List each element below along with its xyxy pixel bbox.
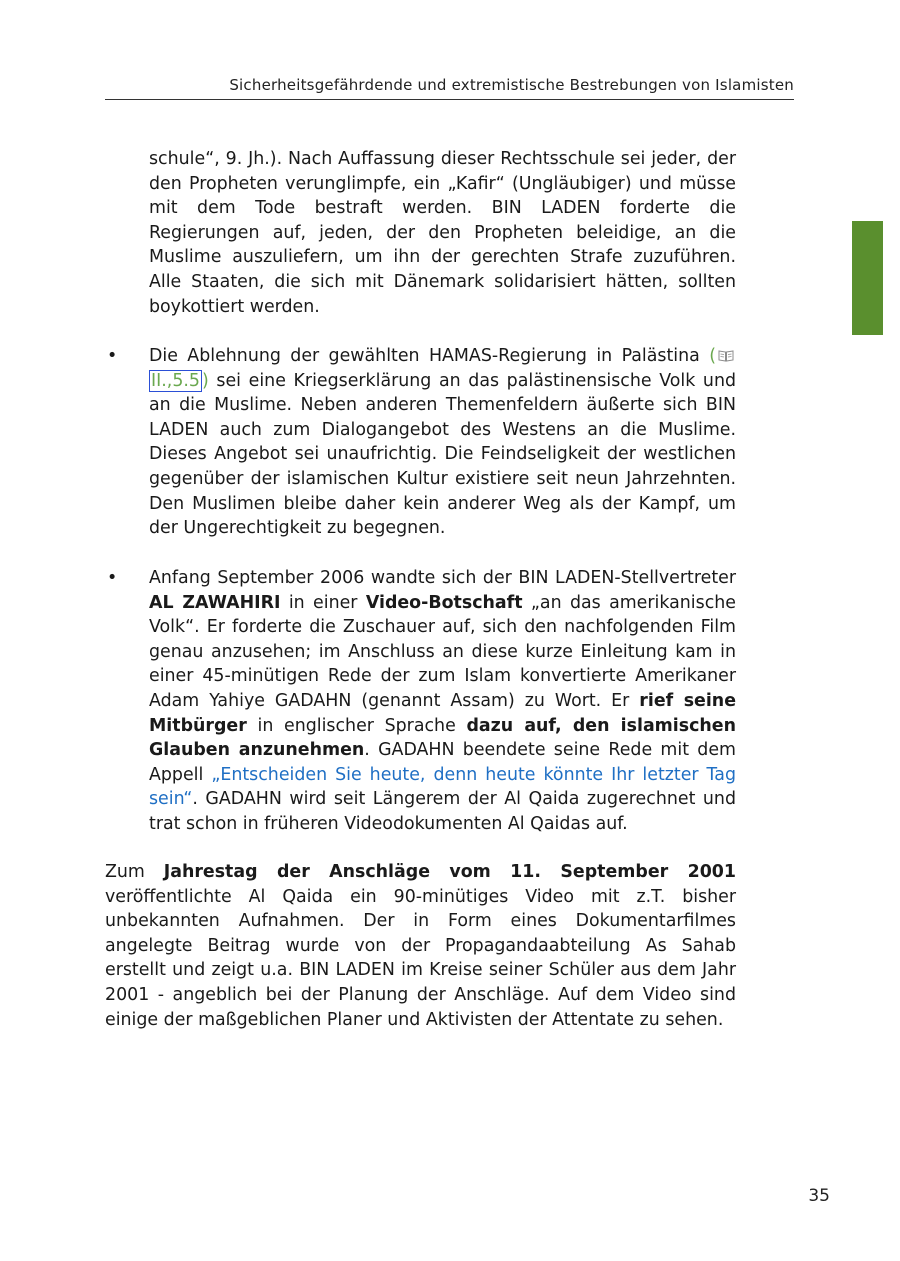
bullet-text: in englischer Sprache [246,715,467,736]
bold-term: Video-Botschaft [365,592,523,613]
bullet-item-hamas [105,344,736,541]
continuation-text: schule“, 9. Jh.). Nach Auffassung dieser Rechtsschule sei jeder, der den Propheten verunglimpfe, ein „Kafir“ (Ungläubiger) und müsse mit dem Tode bestraft werden. BIN LADEN forderte die Regierungen auf, jeden, der den Propheten beleidige, an die Muslime auszuliefern, um ihn der gerechten Strafe zuzuführen. Alle Staaten, die sich mit Dänemark solidarisiert hätten, sollten boykottiert werden. [149,149,736,317]
bullet-text: „an das amerikanische Volk“. Er forderte die Zuschauer auf, sich den nachfolgenden Film genau anzusehen; im Anschluss an diese kurze Einleitung kam in einer 45-minütigen Rede der zum Islam konvertierte Amerikaner Adam Yahiye GADAHN (genannt Assam) zu Wort. Er [149,592,736,711]
anniversary-paragraph [105,860,736,1032]
bullet-text: . GADAHN wird seit Längerem der Al Qaida zugerechnet und trat schon in früheren Videodokumenten Al Qaidas auf. [149,789,736,834]
bullet-text-start: Die Ablehnung der gewählten HAMAS-Regierung in Palästina [149,346,710,366]
bullet-text: in einer [280,592,366,613]
cross-reference-link[interactable]: (II.,5.5 ) [149,346,736,391]
bold-phrase: dazu auf, den islamischen Glauben anzunehmen [149,715,736,761]
bold-name: AL ZAWAHIRI [149,592,281,613]
running-header: Sicherheitsgefährdende und extremistische Bestrebungen von Islamisten [229,76,794,94]
bold-phrase: rief seine Mitbürger [149,690,736,736]
bullet-text: . GADAHN beendete seine Rede mit dem Appell [149,740,736,785]
continuation-paragraph [105,147,736,319]
header-rule [105,99,794,100]
bullet-marker: • [107,568,118,588]
bullet-item-zawahiri [105,566,736,837]
bold-phrase: Jahrestag der Anschläge vom 11. September 2001 [163,862,737,882]
highlighted-quote: „Entscheiden Sie heute, denn heute könnte Ihr letzter Tag sein“ [149,764,736,810]
chapter-marker-tab [852,221,883,335]
paragraph-text: Zum [105,862,164,882]
page-number: 35 [808,1186,830,1206]
paragraph-text: veröffentlichte Al Qaida ein 90-minütiges Video mit z.T. bisher unbekannten Aufnahmen. Der in Form eines Dokumentarfilmes angelegte Beitrag wurde von der Propagandaabteilung As Sahab erstellt und zeigt u.a. BIN LADEN im Kreise seiner Schüler aus dem Jahr 2001 - angeblich bei der Planung der Anschläge. Auf dem Video sind einige der maßgeblichen Planer und Aktivisten der Attentate zu sehen. [105,886,736,1030]
bullet-text: Anfang September 2006 wandte sich der BIN LADEN-Stellvertreter [149,568,736,588]
bullet-marker: • [107,346,118,366]
book-icon [718,350,734,362]
bullet-text-end: sei eine Kriegserklärung an das palästinensische Volk und an die Muslime. Neben anderen Themenfeldern äußerte sich BIN LADEN auch zum Dialogangebot des Westens an die Muslime. Dieses Angebot sei unaufrichtig. Die Feindseligkeit der westlichen gegenüber der islamischen Kultur existiere seit neun Jahrzehnten. Den Muslimen bleibe daher kein anderer Weg als der Kampf, um der Ungerechtigkeit zu begegnen. [149,370,736,539]
reference-label: II.,5.5 [151,370,200,391]
